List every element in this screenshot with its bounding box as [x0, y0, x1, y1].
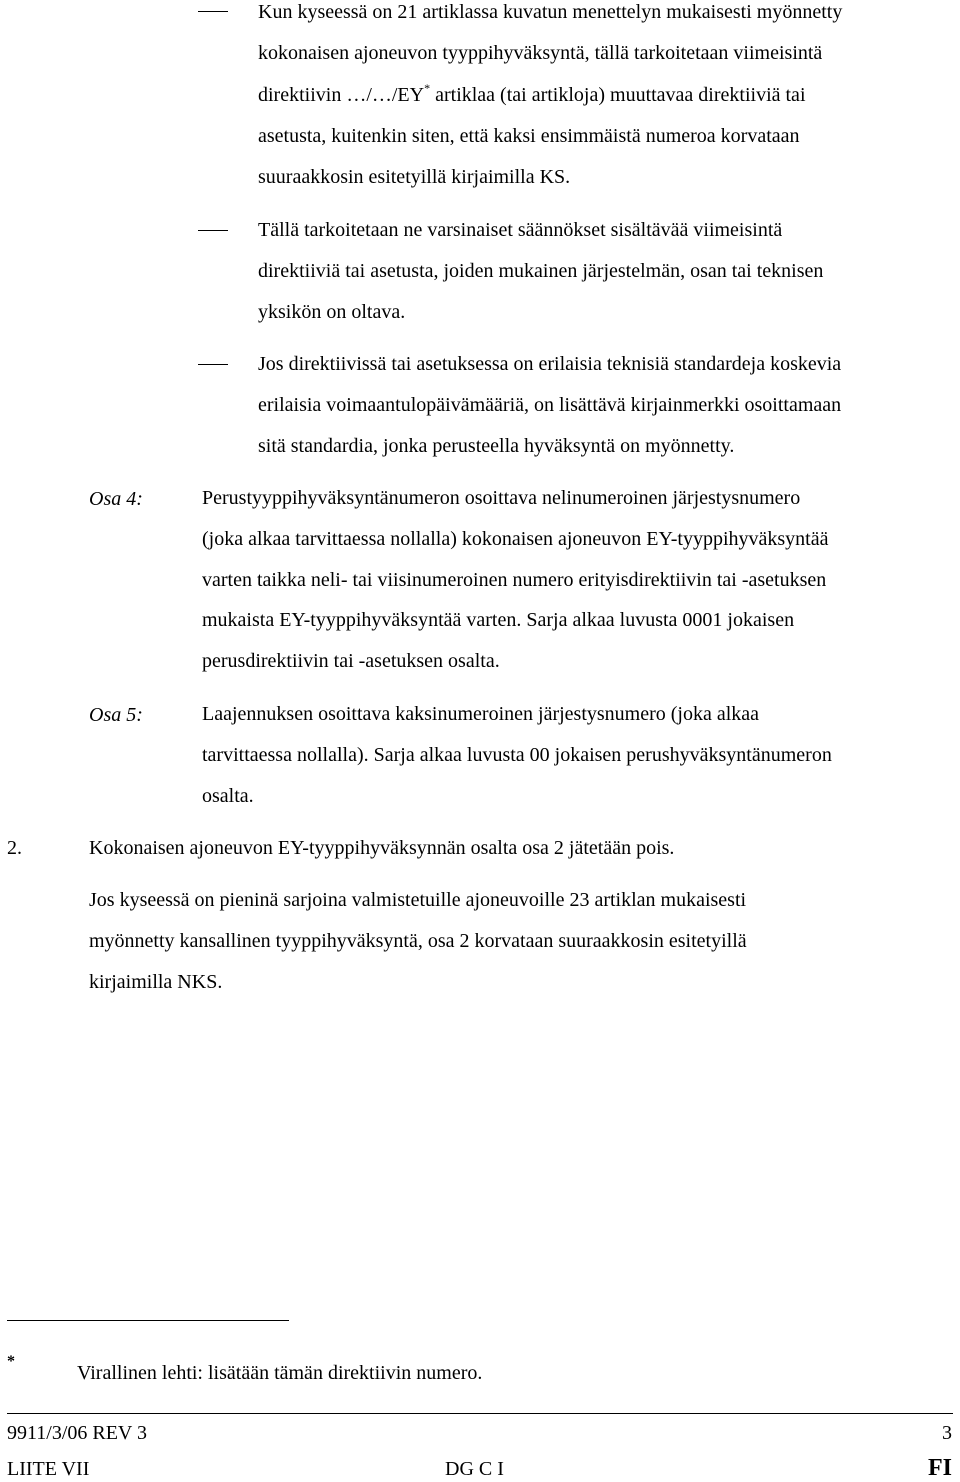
- osa-4-line-4: mukaista EY-tyyppihyväksyntää varten. Sarja alkaa luvusta 0001 jokaisen: [202, 609, 795, 631]
- item-2-para-line-2: myönnetty kansallinen tyyppihyväksyntä, osa 2 korvataan suuraakkosin esitetyillä: [89, 930, 747, 952]
- bullet-2-line-1: Tällä tarkoitetaan ne varsinaiset säännökset sisältävää viimeisintä: [258, 219, 783, 241]
- footnote-separator: [7, 1320, 289, 1321]
- osa-4-line-3: varten taikka neli- tai viisinumeroinen numero erityisdirektiivin tai -asetuksen: [202, 569, 827, 591]
- item-2-number: 2.: [7, 837, 22, 859]
- footnote-text: Virallinen lehti: lisätään tämän direktiivin numero.: [77, 1362, 483, 1384]
- footer-page-number: 3: [942, 1422, 952, 1444]
- item-2-para-line-3: kirjaimilla NKS.: [89, 971, 223, 993]
- bullet-3-line-3: sitä standardia, jonka perusteella hyväksyntä on myönnetty.: [258, 435, 735, 457]
- bullet-1-line-5: suuraakkosin esitetyillä kirjaimilla KS.: [258, 166, 571, 188]
- bullet-2-line-3: yksikön on oltava.: [258, 301, 406, 323]
- bullet-1-line-2: kokonaisen ajoneuvon tyyppihyväksyntä, tällä tarkoitetaan viimeisintä: [258, 42, 823, 64]
- osa-4-line-5: perusdirektiivin tai -asetuksen osalta.: [202, 650, 500, 672]
- footer-language: FI: [928, 1455, 952, 1481]
- item-2-text: Kokonaisen ajoneuvon EY-tyyppihyväksynnän osalta osa 2 jätetään pois.: [89, 837, 675, 859]
- section-label-osa-5: Osa 5:: [89, 704, 143, 726]
- osa-5-line-1: Laajennuksen osoittava kaksinumeroinen järjestysnumero (joka alkaa: [202, 703, 760, 725]
- osa-5-line-3: osalta.: [202, 785, 254, 807]
- osa-4-line-1: Perustyyppihyväksyntänumeron osoittava nelinumeroinen järjestysnumero: [202, 487, 801, 509]
- footnote-marker: *: [7, 1353, 15, 1370]
- item-2-para-line-1: Jos kyseessä on pieninä sarjoina valmistetuille ajoneuvoille 23 artiklan mukaisesti: [89, 889, 747, 911]
- bullet-dash-1: [198, 11, 228, 12]
- bullet-1-line-3-post: artiklaa (tai artikloja) muuttavaa direktiiviä tai: [430, 84, 806, 106]
- bullet-1-line-3-pre: direktiivin …/…/EY: [258, 84, 425, 106]
- footer-rule: [7, 1413, 953, 1414]
- bullet-3-line-2: erilaisia voimaantulopäivämääriä, on lisättävä kirjainmerkki osoittamaan: [258, 394, 842, 416]
- footer-doc-ref: 9911/3/06 REV 3: [7, 1422, 148, 1444]
- bullet-dash-2: [198, 230, 228, 231]
- footer-annex: LIITE VII: [7, 1458, 90, 1480]
- bullet-1-line-3: [258, 81, 806, 106]
- footnote-reference: *: [424, 81, 431, 95]
- section-label-osa-4: Osa 4:: [89, 488, 143, 510]
- osa-5-line-2: tarvittaessa nollalla). Sarja alkaa luvusta 00 jokaisen perushyväksyntänumeron: [202, 744, 832, 766]
- bullet-1-line-1: Kun kyseessä on 21 artiklassa kuvatun menettelyn mukaisesti myönnetty: [258, 1, 843, 23]
- footer-dg: DG C I: [445, 1458, 504, 1480]
- bullet-dash-3: [198, 364, 228, 365]
- bullet-1-line-4: asetusta, kuitenkin siten, että kaksi ensimmäistä numeroa korvataan: [258, 125, 800, 147]
- bullet-2-line-2: direktiiviä tai asetusta, joiden mukainen järjestelmän, osan tai teknisen: [258, 260, 824, 282]
- bullet-3-line-1: Jos direktiivissä tai asetuksessa on erilaisia teknisiä standardeja koskevia: [258, 353, 842, 375]
- osa-4-line-2: (joka alkaa tarvittaessa nollalla) kokonaisen ajoneuvon EY-tyyppihyväksyntää: [202, 528, 829, 550]
